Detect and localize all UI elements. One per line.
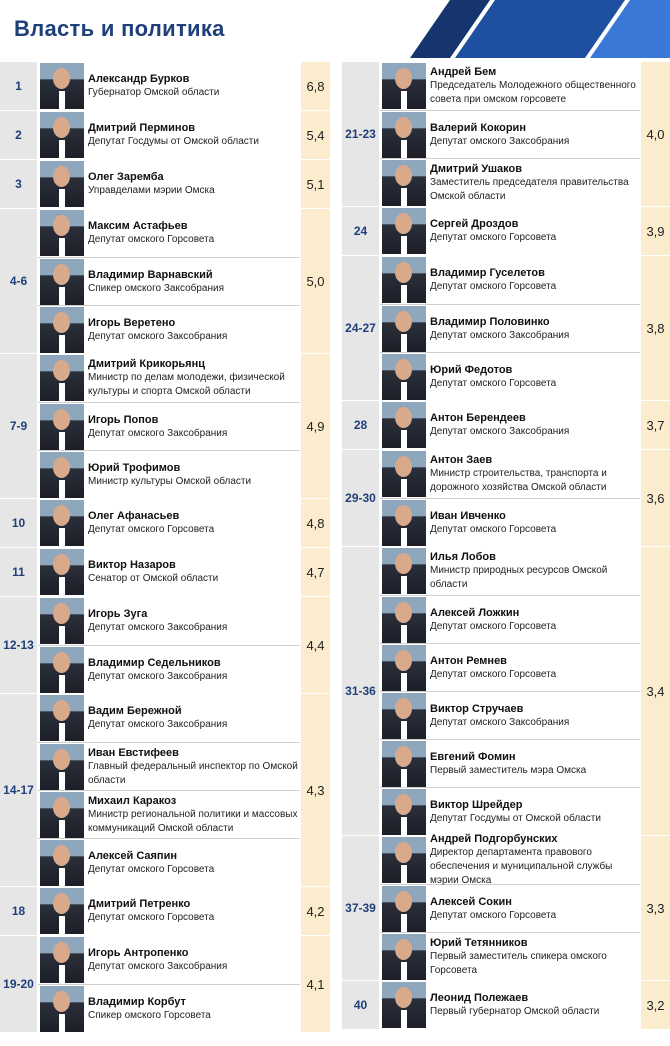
person-info xyxy=(88,607,300,635)
person-name: Андрей Бем xyxy=(430,66,497,78)
person-info xyxy=(88,316,300,344)
person-entry xyxy=(380,884,640,932)
person-photo xyxy=(382,837,426,883)
person-name: Олег Афанасьев xyxy=(88,510,180,522)
person-role: Депутат омского Заксобрания xyxy=(88,427,228,439)
person-list xyxy=(380,62,640,206)
person-entry xyxy=(380,691,640,739)
person-list xyxy=(380,450,640,546)
person-entry xyxy=(38,694,300,742)
person-name: Алексей Саяпин xyxy=(88,849,177,862)
ranking-column-right xyxy=(342,61,670,1029)
person-info xyxy=(88,121,300,149)
person-photo xyxy=(382,597,426,643)
person-entry xyxy=(38,645,300,693)
person-info xyxy=(430,606,640,634)
person-role: Директор департамента правового обеспечения и муниципальной службы мэрии Омска xyxy=(430,847,613,886)
person-role: Депутат омского Горсовета xyxy=(430,668,557,680)
rank-label: 19-20 xyxy=(0,936,38,1032)
score-value: 5,4 xyxy=(300,111,330,159)
score-value: 5,1 xyxy=(300,160,330,208)
rank-label: 24-27 xyxy=(342,256,380,400)
person-role: Министр природных ресурсов Омской области xyxy=(430,565,608,590)
person-entry xyxy=(38,499,300,547)
person-photo xyxy=(382,982,426,1028)
rank-label: 28 xyxy=(342,401,380,449)
person-role: Министр региональной политики и массовых коммуникаций Омской области xyxy=(88,808,298,834)
score-value: 4,1 xyxy=(300,936,330,1032)
rank-label: 2 xyxy=(0,111,38,159)
person-photo xyxy=(40,112,84,158)
person-entry xyxy=(38,209,300,257)
page-title: Власть и политика xyxy=(14,16,225,41)
person-role: Депутат омского Горсовета xyxy=(88,863,215,875)
person-role: Депутат омского Горсовета xyxy=(88,234,215,245)
rank-group xyxy=(0,886,330,935)
person-photo xyxy=(40,355,84,401)
rank-label: 31-36 xyxy=(342,547,380,835)
person-entry xyxy=(380,304,640,352)
person-role: Депутат Госдумы от Омской области xyxy=(88,136,259,147)
rank-label: 3 xyxy=(0,160,38,208)
person-name: Дмитрий Перминов xyxy=(88,122,196,134)
person-list xyxy=(38,597,300,693)
person-photo xyxy=(382,741,426,787)
person-info xyxy=(430,162,640,204)
person-name: Алексей Ложкин xyxy=(430,606,520,619)
rank-group xyxy=(0,693,330,886)
person-entry xyxy=(380,643,640,691)
person-entry xyxy=(380,833,640,886)
rank-label: 18 xyxy=(0,887,38,935)
person-list xyxy=(38,887,300,935)
person-list xyxy=(380,256,640,400)
person-name: Иван Евстифеев xyxy=(88,746,179,759)
score-value: 3,6 xyxy=(640,450,670,546)
person-role: Депутат омского Горсовета xyxy=(430,377,557,389)
rank-group xyxy=(0,61,330,110)
person-info xyxy=(88,461,300,489)
rank-group xyxy=(0,110,330,159)
rank-label: 21-23 xyxy=(342,62,380,206)
person-photo xyxy=(40,647,84,693)
rank-label: 40 xyxy=(342,981,380,1029)
person-list xyxy=(38,62,300,110)
person-role: Депутат омского Горсовета xyxy=(430,909,557,921)
ranking-column-left xyxy=(0,61,330,1032)
rank-group xyxy=(0,596,330,693)
rank-label: 10 xyxy=(0,499,38,547)
score-value: 4,2 xyxy=(300,887,330,935)
person-info xyxy=(430,654,640,682)
person-entry xyxy=(380,158,640,206)
person-photo xyxy=(40,210,84,256)
person-info xyxy=(430,832,640,888)
person-photo xyxy=(382,645,426,691)
rank-group xyxy=(342,400,670,449)
person-photo xyxy=(40,937,84,983)
person-photo xyxy=(40,549,84,595)
score-value: 4,7 xyxy=(300,548,330,596)
person-info xyxy=(430,895,640,923)
person-name: Виктор Шрейдер xyxy=(430,798,523,811)
person-photo xyxy=(40,792,84,838)
person-photo xyxy=(40,840,84,886)
rank-group xyxy=(342,449,670,546)
rank-group xyxy=(0,208,330,353)
person-entry xyxy=(380,207,640,255)
score-value: 5,0 xyxy=(300,209,330,353)
person-entry xyxy=(380,352,640,400)
score-value: 3,4 xyxy=(640,547,670,835)
person-entry xyxy=(38,597,300,645)
person-info xyxy=(430,315,640,343)
person-photo xyxy=(40,598,84,644)
person-photo xyxy=(382,934,426,980)
rank-label: 37-39 xyxy=(342,836,380,980)
person-role: Депутат омского Горсовета xyxy=(430,232,557,243)
person-info xyxy=(430,750,640,778)
person-info xyxy=(88,558,300,586)
person-entry xyxy=(38,742,300,790)
person-entry xyxy=(38,111,300,159)
person-name: Юрий Тетянников xyxy=(430,936,528,949)
person-name: Антон Ремнев xyxy=(430,654,507,667)
rank-label: 4-6 xyxy=(0,209,38,353)
person-role: Депутат омского Заксобрания xyxy=(88,670,228,682)
person-role: Министр по делам молодежи, физической культуры и спорта Омской области xyxy=(88,372,285,397)
person-role: Сенатор от Омской области xyxy=(88,573,219,584)
person-role: Управделами мэрии Омска xyxy=(88,185,215,196)
person-photo xyxy=(382,789,426,835)
person-photo xyxy=(40,161,84,207)
person-info xyxy=(88,170,300,198)
person-name: Владимир Седельников xyxy=(88,656,221,669)
person-photo xyxy=(40,500,84,546)
person-name: Антон Берендеев xyxy=(430,412,526,424)
person-photo xyxy=(40,452,84,498)
person-photo xyxy=(382,112,426,158)
person-info xyxy=(88,946,300,974)
person-entry xyxy=(38,790,300,838)
person-photo xyxy=(382,306,426,352)
person-info xyxy=(88,268,300,296)
rank-group xyxy=(342,546,670,835)
person-name: Владимир Половинко xyxy=(430,315,550,328)
person-info xyxy=(88,704,300,732)
person-list xyxy=(380,401,640,449)
rank-group xyxy=(0,159,330,208)
person-role: Первый губернатор Омской области xyxy=(430,1006,600,1017)
person-list xyxy=(380,207,640,255)
person-name: Максим Астафьев xyxy=(88,220,188,232)
person-photo xyxy=(382,548,426,594)
person-entry xyxy=(380,401,640,449)
person-entry xyxy=(38,936,300,984)
person-role: Заместитель председателя правительства Омской области xyxy=(430,176,629,202)
person-photo xyxy=(40,404,84,450)
person-list xyxy=(38,209,300,353)
person-name: Дмитрий Крикорьянц xyxy=(88,358,206,370)
person-info xyxy=(430,121,640,149)
score-value: 4,4 xyxy=(300,597,330,693)
person-photo xyxy=(382,451,426,497)
person-role: Министр культуры Омской области xyxy=(88,475,252,487)
person-entry xyxy=(380,62,640,110)
person-name: Владимир Корбут xyxy=(88,995,186,1008)
person-entry xyxy=(380,450,640,498)
person-list xyxy=(380,833,640,980)
person-entry xyxy=(38,838,300,886)
person-info xyxy=(430,411,640,439)
score-value: 6,8 xyxy=(300,62,330,110)
person-photo xyxy=(382,886,426,932)
rank-group xyxy=(0,353,330,498)
person-role: Депутат омского Горсовета xyxy=(88,524,215,535)
person-info xyxy=(430,65,640,107)
person-name: Игорь Веретено xyxy=(88,316,176,329)
person-photo xyxy=(382,208,426,254)
person-entry xyxy=(38,160,300,208)
person-entry xyxy=(38,887,300,935)
person-name: Виктор Стручаев xyxy=(430,702,524,715)
person-role: Депутат омского Горсовета xyxy=(430,523,557,535)
person-role: Депутат омского Заксобрания xyxy=(88,622,228,633)
person-entry xyxy=(380,787,640,835)
person-info xyxy=(430,798,640,826)
person-info xyxy=(430,266,640,294)
person-role: Депутат омского Заксобрания xyxy=(430,426,570,437)
person-info xyxy=(430,936,640,978)
person-info xyxy=(430,217,640,245)
person-photo xyxy=(40,986,84,1032)
person-photo xyxy=(40,307,84,353)
rank-label: 12-13 xyxy=(0,597,38,693)
person-entry xyxy=(38,402,300,450)
score-value: 3,7 xyxy=(640,401,670,449)
person-role: Депутат омского Заксобрания xyxy=(88,719,228,730)
rank-group xyxy=(0,935,330,1032)
person-list xyxy=(380,547,640,835)
person-entry xyxy=(38,548,300,596)
person-role: Губернатор Омской области xyxy=(88,87,220,98)
person-entry xyxy=(38,62,300,110)
rank-group xyxy=(0,547,330,596)
person-role: Депутат Госдумы от Омской области xyxy=(430,812,601,824)
person-info xyxy=(430,363,640,391)
person-info xyxy=(430,991,640,1019)
person-photo xyxy=(382,500,426,546)
person-name: Владимир Гуселетов xyxy=(430,267,545,279)
person-name: Дмитрий Ушаков xyxy=(430,162,522,175)
person-list xyxy=(38,354,300,498)
person-role: Депутат омского Заксобрания xyxy=(88,961,228,972)
person-name: Иван Ивченко xyxy=(430,509,506,522)
header-stripes-decoration xyxy=(370,0,670,58)
person-list xyxy=(38,936,300,1032)
person-name: Алексей Сокин xyxy=(430,895,512,908)
person-entry xyxy=(380,932,640,980)
rank-label: 24 xyxy=(342,207,380,255)
person-name: Леонид Полежаев xyxy=(430,992,529,1004)
person-info xyxy=(88,413,300,441)
person-name: Антон Заев xyxy=(430,454,493,466)
person-entry xyxy=(38,257,300,305)
person-list xyxy=(38,499,300,547)
score-value: 3,3 xyxy=(640,836,670,980)
person-info xyxy=(430,550,640,592)
person-info xyxy=(88,849,300,877)
score-value: 4,3 xyxy=(300,694,330,886)
person-list xyxy=(38,548,300,596)
person-list xyxy=(38,694,300,886)
person-role: Первый заместитель мэра Омска xyxy=(430,764,587,776)
person-role: Депутат омского Горсовета xyxy=(88,912,215,923)
person-info xyxy=(88,746,300,788)
person-list xyxy=(38,111,300,159)
person-name: Юрий Федотов xyxy=(430,363,513,376)
person-photo xyxy=(382,160,426,206)
person-entry xyxy=(380,981,640,1029)
rank-group xyxy=(0,498,330,547)
person-role: Депутат омского Заксобрания xyxy=(430,135,570,147)
person-photo xyxy=(382,354,426,400)
person-info xyxy=(88,656,300,684)
person-photo xyxy=(40,259,84,305)
rank-group xyxy=(342,835,670,980)
person-entry xyxy=(38,450,300,498)
header xyxy=(0,0,670,58)
person-role: Спикер омского Горсовета xyxy=(88,1009,211,1021)
person-photo xyxy=(40,63,84,109)
person-photo xyxy=(382,402,426,448)
person-entry xyxy=(38,984,300,1032)
person-entry xyxy=(380,256,640,304)
person-name: Дмитрий Петренко xyxy=(88,898,191,910)
person-role: Депутат омского Заксобрания xyxy=(430,329,570,341)
score-value: 4,0 xyxy=(640,62,670,206)
person-photo xyxy=(382,63,426,109)
person-list xyxy=(38,160,300,208)
person-info xyxy=(430,509,640,537)
rank-label: 1 xyxy=(0,62,38,110)
person-info xyxy=(88,995,300,1023)
person-role: Председатель Молодежного общественного совета при омском горсовете xyxy=(430,80,636,105)
person-info xyxy=(88,219,300,247)
person-name: Евгений Фомин xyxy=(430,750,516,763)
person-name: Михаил Каракоз xyxy=(88,794,177,807)
person-name: Илья Лобов xyxy=(430,551,496,563)
person-name: Владимир Варнавский xyxy=(88,268,213,281)
person-photo xyxy=(40,695,84,741)
person-name: Александр Бурков xyxy=(88,73,190,85)
person-info xyxy=(430,453,640,495)
person-role: Спикер омского Заксобрания xyxy=(88,282,225,294)
person-info xyxy=(88,897,300,925)
person-photo xyxy=(40,888,84,934)
person-entry xyxy=(38,354,300,402)
person-photo xyxy=(40,744,84,790)
person-photo xyxy=(382,693,426,739)
person-photo xyxy=(382,257,426,303)
person-name: Юрий Трофимов xyxy=(88,461,181,474)
person-info xyxy=(88,72,300,100)
person-entry xyxy=(38,305,300,353)
rank-label: 11 xyxy=(0,548,38,596)
score-value: 3,9 xyxy=(640,207,670,255)
rank-label: 29-30 xyxy=(342,450,380,546)
person-name: Андрей Подгорбунских xyxy=(430,833,558,845)
person-name: Игорь Зуга xyxy=(88,608,148,620)
person-entry xyxy=(380,110,640,158)
score-value: 4,8 xyxy=(300,499,330,547)
person-entry xyxy=(380,498,640,546)
person-entry xyxy=(380,739,640,787)
person-role: Депутат омского Горсовета xyxy=(430,281,557,292)
person-role: Депутат омского Горсовета xyxy=(430,620,557,632)
person-entry xyxy=(380,547,640,595)
person-name: Олег Зарембa xyxy=(88,171,164,183)
person-role: Депутат омского Заксобрания xyxy=(430,716,570,728)
rank-group xyxy=(342,61,670,206)
person-name: Игорь Попов xyxy=(88,413,159,426)
person-role: Главный федеральный инспектор по Омской области xyxy=(88,760,298,786)
person-name: Вадим Бережной xyxy=(88,705,182,717)
person-role: Министр строительства, транспорта и дорожного хозяйства Омской области xyxy=(430,468,607,493)
person-info xyxy=(88,357,300,399)
rank-group xyxy=(342,980,670,1029)
person-name: Виктор Назаров xyxy=(88,559,176,571)
person-role: Первый заместитель спикера омского Горсовета xyxy=(430,950,607,976)
person-entry xyxy=(380,595,640,643)
rank-label: 7-9 xyxy=(0,354,38,498)
person-info xyxy=(430,702,640,730)
score-value: 4,9 xyxy=(300,354,330,498)
rank-group xyxy=(342,255,670,400)
person-name: Игорь Антропенко xyxy=(88,947,189,959)
rank-label: 14-17 xyxy=(0,694,38,886)
score-value: 3,8 xyxy=(640,256,670,400)
person-info xyxy=(88,509,300,537)
person-info xyxy=(88,794,300,836)
person-name: Валерий Кокорин xyxy=(430,121,526,134)
person-role: Депутат омского Заксобрания xyxy=(88,330,228,342)
rank-group xyxy=(342,206,670,255)
score-value: 3,2 xyxy=(640,981,670,1029)
person-name: Сергей Дроздов xyxy=(430,218,519,230)
person-list xyxy=(380,981,640,1029)
